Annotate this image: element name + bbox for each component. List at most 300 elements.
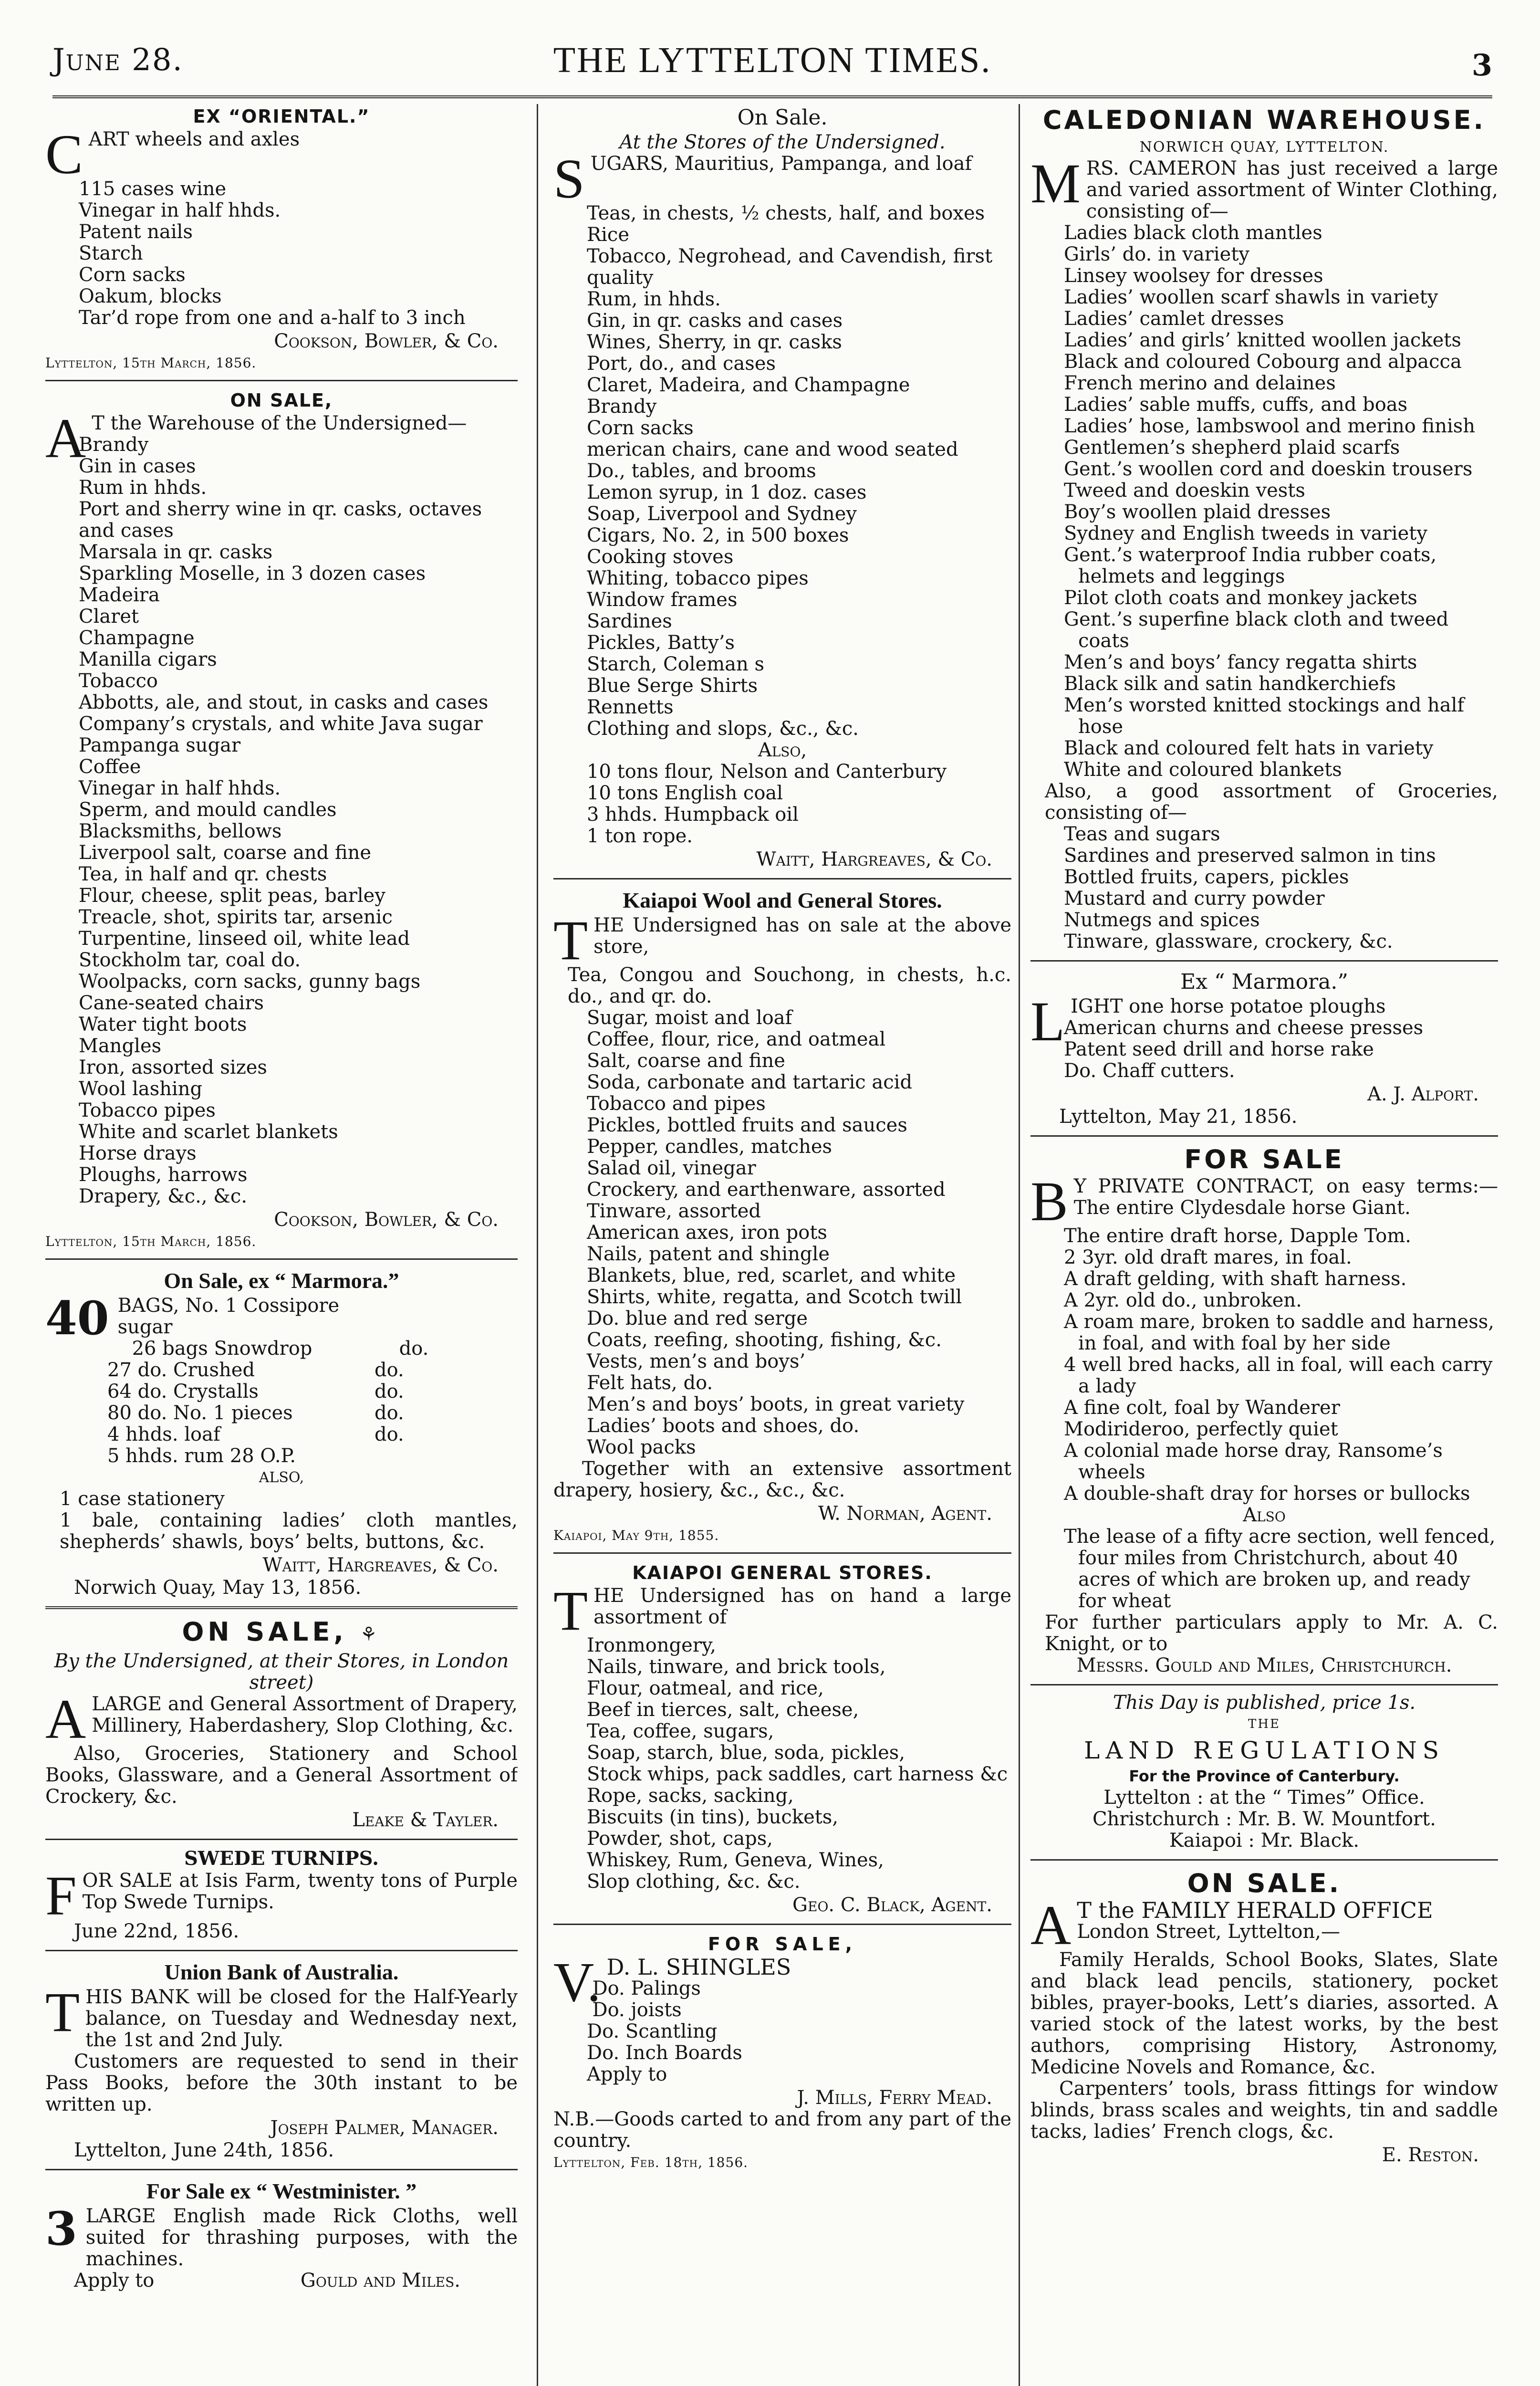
ad-westminster: [45, 2169, 518, 2292]
drop-cap: S: [553, 147, 585, 210]
list-item: Blue Serge Shirts: [587, 675, 758, 697]
list-item: French merino and delaines: [1064, 372, 1336, 394]
list-item: Whiting, tobacco pipes: [587, 567, 809, 589]
list-item: Rum, in hhds.: [587, 288, 721, 310]
list-item: Do. Scantling: [587, 2020, 718, 2042]
list-item: Felt hats, do.: [587, 1372, 713, 1394]
table-row: [118, 1295, 518, 1338]
ad-first-line: ART wheels and axles: [88, 128, 300, 150]
ad-first-line: T the FAMILY HERALD OFFICE: [1077, 1897, 1433, 1923]
ad-kaiapoi-wool: [553, 878, 1011, 1545]
list-item: Do. Inch Boards: [587, 2042, 742, 2064]
list-item: Linsey woolsey for dresses: [1064, 265, 1323, 287]
list-item: Pilot cloth coats and monkey jackets: [1064, 587, 1417, 609]
table-cell: do.: [375, 1359, 404, 1381]
list-item: A 2yr. old do., unbroken.: [1064, 1289, 1302, 1311]
list-item: Lemon syrup, in 1 doz. cases: [587, 481, 867, 503]
ad-dateline: Kaiapoi, May 9th, 1855.: [553, 1528, 719, 1543]
list-item: Abbotts, ale, and stout, in casks and cases: [79, 691, 489, 713]
list-item: Men’s worsted knitted stockings and half hose: [1064, 694, 1465, 738]
drop-cap: B: [1030, 1170, 1068, 1233]
list-item: Pampanga sugar: [79, 734, 241, 756]
ad-dateline: Lyttelton, 15th March, 1856.: [45, 1234, 257, 1249]
book-subtitle: For the Province of Canterbury.: [1129, 1767, 1400, 1785]
list-item: Whiskey, Rum, Geneva, Wines,: [587, 1849, 884, 1871]
list-item: Boy’s woollen plaid dresses: [1064, 501, 1331, 523]
outlet-list: [1030, 1787, 1498, 1852]
ad-first-line: HIS BANK will be closed for the Half-Yearly balance, on Tuesday and Wednesday next, the 1st and 2nd July.: [85, 1986, 518, 2051]
ad-text: The lease of a fifty acre section, well fenced, four miles from Christchurch, about 40 acres of which are broken up, and ready for wheat: [1064, 1526, 1496, 1612]
list-item: Oakum, blocks: [79, 285, 222, 307]
list-item: Coffee: [79, 756, 141, 778]
list-item: Cooking stoves: [587, 546, 734, 568]
ad-signature: Waitt, Hargreaves, & Co.: [262, 1554, 499, 1576]
list-item: Liverpool salt, coarse and fine: [79, 842, 372, 864]
list-item: A fine colt, foal by Wanderer: [1064, 1397, 1340, 1419]
drop-cap: A: [1030, 1894, 1072, 1957]
column-divider: [537, 104, 538, 2386]
list-item: 3 hhds. Humpback oil: [587, 804, 799, 826]
list-item: Iron, assorted sizes: [79, 1057, 267, 1078]
column-middle: [553, 104, 1011, 2386]
ad-signature: Joseph Palmer, Manager.: [270, 2117, 499, 2139]
ad-heading: ON SALE.: [1187, 1868, 1342, 1898]
list-item: Company’s crystals, and white Java sugar: [79, 713, 483, 735]
ad-ex-marmora: [1030, 960, 1498, 1128]
list-item: Water tight boots: [79, 1014, 247, 1036]
table-cell: 27 do. Crushed: [107, 1359, 255, 1381]
ad-heading: CALEDONIAN WAREHOUSE.: [1042, 105, 1486, 135]
list-item: Woolpacks, corn sacks, gunny bags: [79, 971, 421, 993]
ad-dateline: June 22nd, 1856.: [74, 1920, 239, 1942]
list-item: A colonial made horse dray, Ransome’s wheels: [1064, 1440, 1443, 1483]
list-item: Patent nails: [79, 221, 193, 243]
list-item: merican chairs, cane and wood seated: [587, 439, 958, 460]
ad-signature: A. J. Alport.: [1367, 1083, 1479, 1105]
list-item: Coffee, flour, rice, and oatmeal: [587, 1028, 886, 1050]
ad-signature: Messrs. Gould and Miles, Christchurch.: [1076, 1654, 1452, 1676]
ad-text: Tea, Congou and Souchong, in chests, h.c. do., and qr. do.: [568, 964, 1011, 1007]
list-item: Treacle, shot, spirits tar, arsenic: [79, 906, 393, 928]
ad-first-line: HE Undersigned has on sale at the above store,: [593, 914, 1011, 958]
table-cell: BAGS, No. 1 Cossipore sugar: [117, 1295, 340, 1338]
list-item: Wines, Sherry, in qr. casks: [587, 331, 842, 353]
ad-first-line: LARGE and General Assortment of Drapery, Millinery, Haberdashery, Slop Clothing, &c.: [92, 1693, 518, 1737]
masthead: [52, 40, 1492, 102]
list-item: Starch, Coleman s: [587, 653, 764, 675]
the-label: THE: [1248, 1717, 1280, 1731]
list-item: Rum in hhds.: [79, 477, 207, 499]
list-item: Gin in cases: [79, 455, 196, 477]
ad-on-sale-marmora: [45, 1258, 518, 1599]
ad-first-line: D. L. SHINGLES: [606, 1954, 791, 1980]
ad-dateline: Lyttelton, May 21, 1856.: [1059, 1106, 1298, 1128]
ad-text: Together with an extensive assortment drapery, hosiery, &c., &c., &c.: [553, 1458, 1011, 1501]
ad-first-line: T the Warehouse of the Undersigned—: [92, 412, 467, 434]
list-item: Cane-seated chairs: [79, 992, 264, 1014]
list-item: American axes, iron pots: [587, 1222, 827, 1244]
list-item: Flour, oatmeal, and rice,: [587, 1677, 824, 1699]
ad-first-line: RS. CAMERON has just received a large and varied assortment of Winter Clothing, consisting of—: [1086, 157, 1498, 222]
lead-number: 3: [45, 2202, 77, 2256]
ad-heading: On Sale, ex “ Marmora.”: [164, 1268, 399, 1293]
list-item: Bottled fruits, capers, pickles: [1064, 866, 1349, 888]
list-item: Powder, shot, caps,: [587, 1828, 773, 1850]
list-item: Apply to: [587, 2063, 667, 2085]
list-item: Gent.’s waterproof India rubber coats, helmets and leggings: [1064, 544, 1437, 587]
drop-cap: V.: [553, 1951, 601, 2013]
list-item: Nails, tinware, and brick tools,: [587, 1656, 886, 1678]
ad-for-sale-horses: [1030, 1135, 1498, 1676]
list-item: Ladies’ and girls’ knitted woollen jackets: [1064, 329, 1461, 351]
list-item: 10 tons English coal: [587, 782, 783, 804]
list-item: Do., tables, and brooms: [587, 460, 816, 482]
list-item: Tinware, assorted: [587, 1200, 761, 1222]
list-item: A roam mare, broken to saddle and harness, in foal, and with foal by her side: [1064, 1311, 1494, 1354]
list-item: Girls’ do. in variety: [1064, 243, 1250, 265]
list-item: Starch: [79, 242, 143, 264]
table-cell: 5 hhds. rum 28 O.P.: [107, 1445, 296, 1467]
list-item: Sparkling Moselle, in 3 dozen cases: [79, 563, 426, 585]
list-item: Mangles: [79, 1035, 162, 1057]
list-item: Ladies black cloth mantles: [1064, 222, 1322, 244]
also-label: Also,: [758, 739, 807, 761]
ad-first-line: HE Undersigned has on hand a large assortment of: [593, 1585, 1011, 1628]
list-item: Corn sacks: [587, 417, 694, 439]
list-item: Patent seed drill and horse rake: [1064, 1038, 1374, 1060]
list-item: Wool lashing: [79, 1078, 203, 1100]
list-item: Ploughs, harrows: [79, 1164, 248, 1186]
ad-signature: Leake & Tayler.: [352, 1809, 499, 1831]
list-item: Teas and sugars: [1064, 823, 1220, 845]
list-item: Sugar, moist and loaf: [587, 1007, 792, 1029]
newspaper-title: THE LYTTELTON TIMES.: [553, 40, 992, 80]
list-item: Modirideroo, perfectly quiet: [1064, 1418, 1338, 1440]
ad-first-line: OR SALE at Isis Farm, twenty tons of Purple Top Swede Turnips.: [82, 1870, 518, 1913]
drop-cap: T: [45, 1981, 80, 2043]
list-item: Port and sherry wine in qr. casks, octaves: [79, 498, 482, 520]
table-cell: do.: [375, 1423, 404, 1445]
ad-heading: EX “ORIENTAL.”: [193, 106, 370, 127]
list-item: 4 well bred hacks, all in foal, will each carry a lady: [1064, 1354, 1493, 1397]
ad-signature: W. Norman, Agent.: [818, 1503, 992, 1525]
list-item: 115 cases wine: [79, 178, 227, 200]
list-item: Tea, coffee, sugars,: [587, 1720, 774, 1742]
table-cell: 80 do. No. 1 pieces: [107, 1402, 293, 1424]
list-item: 2 3yr. old draft mares, in foal.: [1064, 1246, 1352, 1268]
ad-first-line: LARGE English made Rick Cloths, well suited for thrashing purposes, with the machines.: [85, 2205, 518, 2270]
list-item: Drapery, &c., &c.: [79, 1185, 248, 1207]
ad-family-herald: [1030, 1859, 1498, 2166]
list-item: Sardines: [587, 610, 672, 632]
list-item: Soap, starch, blue, soda, pickles,: [587, 1742, 905, 1764]
ad-first-line: UGARS, Mauritius, Pampanga, and loaf: [590, 153, 972, 175]
list-item: Tar’d rope from one and a-half to 3 inch: [79, 307, 466, 329]
list-item: Tobacco and pipes: [587, 1093, 766, 1115]
list-item: Ladies’ sable muffs, cuffs, and boas: [1064, 394, 1408, 416]
list-item: Vinegar in half hhds.: [79, 199, 281, 221]
list-item: Slop clothing, &c. &c.: [587, 1871, 801, 1893]
list-item: Ladies’ camlet dresses: [1064, 308, 1284, 330]
ad-signature: Cookson, Bowler, & Co.: [274, 330, 499, 352]
ad-dateline: Lyttelton, June 24th, 1856.: [74, 2139, 334, 2161]
list-item: Vests, men’s and boys’: [587, 1350, 806, 1372]
list-item: Men’s and boys’ boots, in great variety: [587, 1393, 965, 1415]
list-item: Do. Palings: [592, 1978, 701, 1999]
publication-notice: This Day is published, price 1s.: [1113, 1692, 1416, 1714]
list-item: Blacksmiths, bellows: [79, 820, 282, 842]
list-item: Gin, in qr. casks and cases: [587, 310, 843, 332]
list-item: Vinegar in half hhds.: [79, 777, 281, 799]
list-item: Manilla cigars: [79, 649, 217, 670]
list-item: Ironmongery,: [587, 1634, 716, 1656]
also-label: Also: [1243, 1504, 1286, 1526]
list-item: Christchurch : Mr. B. W. Mountfort.: [1093, 1808, 1436, 1830]
list-item: Claret: [79, 606, 139, 628]
list-item: Salad oil, vinegar: [587, 1157, 756, 1179]
list-item: Gent.’s superfine black cloth and tweed coats: [1064, 608, 1449, 652]
ad-heading: KAIAPOI GENERAL STORES.: [632, 1562, 933, 1583]
list-item: Champagne: [79, 627, 195, 649]
list-item: Coats, reefing, shooting, fishing, &c.: [587, 1329, 942, 1351]
ad-signature: E. Reston.: [1382, 2144, 1479, 2166]
list-item: Tinware, glassware, crockery, &c.: [1064, 931, 1393, 952]
item-list: [1030, 1225, 1498, 1505]
ad-on-sale-stores: [553, 105, 1011, 870]
item-list: [1030, 222, 1498, 781]
list-item: Soda, carbonate and tartaric acid: [587, 1071, 913, 1093]
list-item: Tweed and doeskin vests: [1064, 480, 1305, 502]
ad-text: 1 bale, containing ladies’ cloth mantles, shepherds’ shawls, boys’ belts, buttons, &c.: [60, 1509, 518, 1553]
list-item: Shirts, white, regatta, and Scotch twill: [587, 1286, 962, 1308]
ad-text: Also, Groceries, Stationery and School Books, Glassware, and a General Assortment of Crockery, &c.: [45, 1743, 518, 1808]
list-item: quality: [587, 267, 654, 289]
list-item: Tobacco pipes: [79, 1099, 216, 1121]
list-item: Do. Chaff cutters.: [1064, 1060, 1235, 1082]
ad-heading: FOR SALE: [1184, 1144, 1344, 1174]
list-item: Salt, coarse and fine: [587, 1050, 785, 1072]
list-item: Marsala in qr. casks: [79, 541, 273, 563]
list-item: White and scarlet blankets: [79, 1121, 338, 1143]
list-item: Black and coloured felt hats in variety: [1064, 737, 1434, 759]
drop-cap: A: [45, 1688, 86, 1750]
table-row: [93, 1360, 518, 1381]
column-divider: [1019, 104, 1020, 2386]
item-list: [553, 203, 1011, 740]
ad-heading: FOR SALE,: [708, 1934, 857, 1955]
ad-ex-oriental: [45, 105, 518, 372]
list-item: Cigars, No. 2, in 500 boxes: [587, 524, 849, 546]
table-row: [118, 1338, 518, 1360]
ad-heading: ON SALE, ⚘: [182, 1617, 381, 1647]
list-item: Tea, in half and qr. chests: [79, 863, 327, 885]
ad-first-line: IGHT one horse potatoe ploughs: [1071, 995, 1386, 1017]
list-item: Beef in tierces, salt, cheese,: [587, 1699, 859, 1721]
list-item: Sardines and preserved salmon in tins: [1064, 845, 1436, 867]
list-item: Wool packs: [587, 1436, 696, 1458]
list-item: Pepper, candles, matches: [587, 1136, 832, 1158]
lead-number: 40: [45, 1291, 109, 1345]
ad-swede-turnips: [45, 1839, 518, 1942]
list-item: Ladies’ hose, lambswool and merino finish: [1064, 415, 1476, 437]
ad-subheading: By the Undersigned, at their Stores, in London street): [54, 1650, 509, 1694]
list-item: Kaiapoi : Mr. Black.: [1169, 1830, 1360, 1852]
list-item: Brandy: [79, 434, 149, 456]
list-item: Corn sacks: [79, 264, 186, 286]
list-item: Flour, cheese, split peas, barley: [79, 885, 385, 907]
ad-for-sale-shingles: [553, 1924, 1011, 2172]
item-list: [553, 1635, 1011, 1893]
also-label: ALSO,: [259, 1469, 304, 1486]
list-item: Gentlemen’s shepherd plaid scarfs: [1064, 437, 1400, 459]
ad-text: For further particulars apply to Mr. A. C. Knight, or to: [1045, 1612, 1498, 1655]
ad-dateline: Norwich Quay, May 13, 1856.: [74, 1577, 362, 1599]
ad-heading: SWEDE TURNIPS.: [184, 1847, 379, 1870]
list-item: Do. joists: [592, 1999, 682, 2021]
list-item: Men’s and boys’ fancy regatta shirts: [1064, 651, 1417, 673]
ad-land-regulations: [1030, 1684, 1498, 1852]
item-list: [45, 178, 518, 329]
ad-union-bank: [45, 1950, 518, 2161]
list-item: Do. blue and red serge: [587, 1308, 808, 1329]
issue-date: June 28.: [52, 42, 183, 78]
list-item: Pickles, bottled fruits and sauces: [587, 1114, 907, 1136]
item-list: [45, 434, 518, 1207]
drop-cap: A: [45, 407, 86, 470]
list-item: Sydney and English tweeds in variety: [1064, 523, 1427, 544]
list-item: Horse drays: [79, 1142, 197, 1164]
ad-heading: On Sale.: [737, 105, 828, 130]
list-item: Black silk and satin handkerchiefs: [1064, 673, 1396, 695]
list-item: Madeira: [79, 584, 160, 606]
ad-first-line: Y PRIVATE CONTRACT, on easy terms:—The entire Clydesdale horse Giant.: [1073, 1175, 1498, 1219]
ad-heading: Ex “ Marmora.”: [1180, 970, 1348, 994]
table-cell: 4 hhds. loaf: [107, 1423, 220, 1445]
item-list: [553, 761, 1011, 847]
ad-text: Family Heralds, School Books, Slates, Slate and black lead pencils, stationery, pocket bibles, prayer-books, Lett’s diaries, assorted. A varied stock of the latest works, by the best authors, comprising History, Astronomy, Medicine Novels and Romance, &c.: [1030, 1949, 1498, 2078]
list-item: Sperm, and mould candles: [79, 799, 337, 821]
ad-signature: Waitt, Hargreaves, & Co.: [756, 848, 992, 870]
list-item: Mustard and curry powder: [1064, 888, 1325, 910]
table-cell: do.: [399, 1338, 429, 1360]
list-item: Blankets, blue, red, scarlet, and white: [587, 1265, 956, 1287]
header-rule: [52, 95, 1492, 98]
list-item: Rice: [587, 224, 629, 246]
item-list: [1030, 1017, 1498, 1082]
list-item: The entire draft horse, Dapple Tom.: [1064, 1225, 1412, 1247]
list-item: Crockery, and earthenware, assorted: [587, 1179, 946, 1201]
ad-text: Carpenters’ tools, brass fittings for window blinds, brass scales and weights, tin and saddle tacks, ladies’ French clogs, &c.: [1030, 2078, 1498, 2143]
list-item: and cases: [79, 520, 174, 542]
list-item: Clothing and slops, &c., &c.: [587, 718, 859, 740]
list-item: 10 tons flour, Nelson and Canterbury: [587, 761, 947, 783]
ad-dateline: Lyttelton, Feb. 18th, 1856.: [553, 2155, 749, 2170]
list-item: White and coloured blankets: [1064, 759, 1342, 781]
list-item: Rope, sacks, sacking,: [587, 1785, 794, 1807]
list-item: Ladies’ boots and shoes, do.: [587, 1415, 860, 1437]
table-cell: do.: [375, 1402, 404, 1424]
drop-cap: T: [553, 1580, 588, 1642]
list-item: Rennetts: [587, 696, 674, 718]
list-item: Claret, Madeira, and Champagne: [587, 374, 910, 396]
ad-on-sale-london-street: [45, 1606, 518, 1831]
table-row: [93, 1381, 518, 1402]
list-item: Black and coloured Cobourg and alpacca: [1064, 351, 1462, 373]
list-item: A double-shaft dray for horses or bullocks: [1064, 1483, 1470, 1505]
list-item: Tobacco: [79, 670, 158, 692]
item-list: [1030, 824, 1498, 952]
item-list: [553, 1978, 1011, 2085]
list-item: Gent.’s woollen cord and doeskin trousers: [1064, 458, 1473, 480]
ad-heading: Kaiapoi Wool and General Stores.: [623, 888, 942, 912]
list-item: Biscuits (in tins), buckets,: [587, 1806, 839, 1828]
table-cell: 64 do. Crystalls: [107, 1381, 259, 1402]
list-item: 1 ton rope.: [587, 825, 693, 847]
ad-text: 1 case stationery: [60, 1488, 225, 1510]
list-item: Ladies’ woollen scarf shawls in variety: [1064, 286, 1438, 308]
ad-note: N.B.—Goods carted to and from any part of the country.: [553, 2108, 1011, 2152]
table-row: [93, 1402, 518, 1424]
drop-cap: T: [553, 909, 588, 972]
ad-signature: Geo. C. Black, Agent.: [792, 1894, 992, 1916]
list-item: American churns and cheese presses: [1064, 1017, 1424, 1039]
sugar-table: [93, 1295, 518, 1467]
emblem-icon: ⚘: [360, 1623, 381, 1645]
ad-dateline: Lyttelton, 15th March, 1856.: [45, 355, 257, 371]
ad-address: London Street, Lyttelton,—: [1077, 1921, 1340, 1943]
list-item: Pickles, Batty’s: [587, 632, 735, 654]
table-cell: 26 bags Snowdrop: [132, 1338, 312, 1360]
list-item: Lyttelton : at the “ Times” Office.: [1103, 1787, 1425, 1809]
page-number: 3: [1471, 48, 1492, 83]
ad-kaiapoi-general: [553, 1552, 1011, 1916]
list-item: Teas, in chests, ½ chests, half, and boxes: [587, 202, 985, 224]
ad-signature: Cookson, Bowler, & Co.: [274, 1209, 499, 1231]
table-row: [93, 1445, 518, 1467]
ad-signature: J. Mills, Ferry Mead.: [797, 2087, 992, 2109]
list-item: Stock whips, pack saddles, cart harness &c: [587, 1763, 1008, 1785]
list-item: A draft gelding, with shaft harness.: [1064, 1268, 1407, 1290]
table-cell: do.: [375, 1381, 404, 1402]
column-left: [45, 104, 518, 2386]
ad-heading: For Sale ex “ Westminister. ”: [146, 2179, 417, 2203]
list-item: Port, do., and cases: [587, 353, 776, 375]
ad-heading: ON SALE,: [230, 390, 333, 411]
ad-text: Customers are requested to send in their Pass Books, before the 30th instant to be written up.: [45, 2051, 518, 2115]
ad-on-sale-warehouse: [45, 380, 518, 1251]
list-item: Nutmegs and spices: [1064, 909, 1260, 931]
ad-text: Also, a good assortment of Groceries, consisting of—: [1045, 780, 1498, 824]
table-row: [93, 1424, 518, 1445]
drop-cap: F: [45, 1864, 77, 1927]
list-item: Tobacco, Negrohead, and Cavendish, first: [587, 245, 993, 267]
column-right: [1030, 104, 1498, 2386]
list-item: Stockholm tar, coal do.: [79, 949, 301, 971]
drop-cap: C: [45, 123, 83, 186]
list-item: Turpentine, linseed oil, white lead: [79, 928, 410, 950]
list-item: Soap, Liverpool and Sydney: [587, 503, 857, 525]
ad-address: NORWICH QUAY, LYTTELTON.: [1139, 139, 1389, 156]
ad-subheading: At the Stores of the Undersigned.: [619, 131, 946, 153]
drop-cap: L: [1030, 990, 1065, 1053]
book-title: LAND REGULATIONS: [1084, 1737, 1445, 1764]
list-item: Brandy: [587, 396, 657, 418]
list-item: Window frames: [587, 589, 738, 611]
ad-heading: Union Bank of Australia.: [164, 1960, 399, 1984]
drop-cap: M: [1030, 152, 1081, 215]
apply-label: Apply to: [74, 2270, 155, 2292]
item-list: [553, 1007, 1011, 1458]
